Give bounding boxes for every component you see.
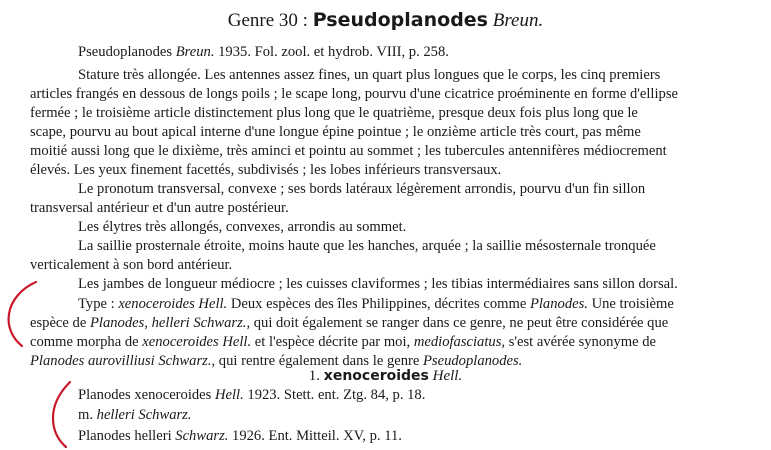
type-note-text: espèce de (30, 315, 90, 331)
species-reference-name: Planodes helleri (78, 428, 176, 444)
type-note-species: Planodes aurovilliusi Schwarz. (30, 353, 212, 369)
type-note-text: Une troisième (587, 296, 674, 312)
type-note-line (78, 295, 674, 314)
genus-heading (0, 8, 771, 33)
description-line: Le pronotum transversal, convexe ; ses bords latéraux légèrement arrondis, pourvu d'un fin sillon (78, 181, 646, 197)
species-reference-author: Schwarz. (175, 428, 229, 444)
description-line: Les jambes de longueur médiocre ; les cuisses claviformes ; les tibias intermédiaires sans sillon dorsal. (78, 276, 678, 292)
species-reference-citation: 1923. Stett. ent. Ztg. 84, p. 18. (243, 387, 426, 403)
species-reference (78, 427, 402, 446)
genus-heading-prefix: Genre 30 : (227, 10, 313, 31)
description-line: élevés. Les yeux finement facettés, subdivisés ; les lobes inférieurs transversaux. (30, 162, 502, 178)
type-note-line (30, 314, 668, 333)
type-note-genus: Pseudoplanodes. (423, 353, 523, 369)
type-note-text: et l'espèce décrite par moi, (251, 334, 414, 350)
species-reference-citation: 1926. Ent. Mitteil. XV, p. 11. (228, 428, 402, 444)
species-reference (78, 406, 192, 425)
description-line: transversal antérieur et d'un autre postérieur. (30, 200, 289, 216)
type-note-species: mediofasciatus, (413, 334, 506, 350)
type-note-line (30, 333, 656, 352)
type-label: Type : (78, 296, 119, 312)
type-note-species: xenoceroides Hell. (142, 334, 252, 350)
type-note-text: , qui doit également se ranger dans ce genre, ne peut être considérée que (246, 315, 669, 331)
description-line: scape, pourvu au bout apical interne d'une longue épine pointue ; le onzième article très court, pas même (30, 124, 641, 140)
species-name: xenoceroides (323, 368, 429, 384)
margin-bracket-mark (53, 382, 70, 447)
description-line: fermée ; le troisième article distinctement plus long que le quatrième, presque deux fois plus long que le (30, 105, 638, 121)
type-note-text: , qui rentre également dans le genre (211, 353, 424, 369)
type-note-species: Planodes, helleri Schwarz. (89, 315, 247, 331)
species-reference-author: Hell. (214, 387, 244, 403)
species-reference-name: Planodes xenoceroides (78, 387, 215, 403)
description-line: Stature très allongée. Les antennes assez fines, un quart plus longues que le corps, les cinq premiers (78, 67, 661, 83)
species-author: Hell. (432, 368, 463, 384)
species-reference (78, 386, 425, 405)
genus-reference-citation: 1935. Fol. zool. et hydrob. VIII, p. 258. (214, 44, 449, 60)
description-line: verticalement à son bord antérieur. (30, 257, 233, 273)
species-morpha-name: helleri Schwarz. (96, 407, 192, 423)
species-number: 1. (308, 368, 324, 384)
type-species: xenoceroides Hell. (118, 296, 228, 312)
species-heading (0, 366, 771, 386)
genus-author: Breun. (492, 10, 544, 31)
description-line: moitié aussi long que le dixième, très aminci et pointu au sommet ; les tubercules antennifères médiocrement (30, 143, 667, 159)
type-note-text: comme morpha de (30, 334, 143, 350)
species-morpha-label: m. (78, 407, 97, 423)
description-line: Les élytres très allongés, convexes, arrondis au sommet. (78, 219, 407, 235)
description-line: La saillie prosternale étroite, moins haute que les hanches, arquée ; la saillie mésosternale tronquée (78, 238, 656, 254)
genus-reference-author: Breun. (175, 44, 215, 60)
genus-reference (78, 43, 449, 62)
description-line: articles frangés en dessous de longs poils ; le scape long, pourvu d'une cicatrice proéminente en forme d'ellipse (30, 86, 678, 102)
type-note-genus: Planodes. (529, 296, 588, 312)
type-note-text: Deux espèces des îles Philippines, décrites comme (227, 296, 530, 312)
genus-reference-name: Pseudoplanodes (78, 44, 173, 60)
type-note-text: s'est avérée synonyme de (505, 334, 656, 350)
genus-name: Pseudoplanodes (312, 9, 488, 31)
